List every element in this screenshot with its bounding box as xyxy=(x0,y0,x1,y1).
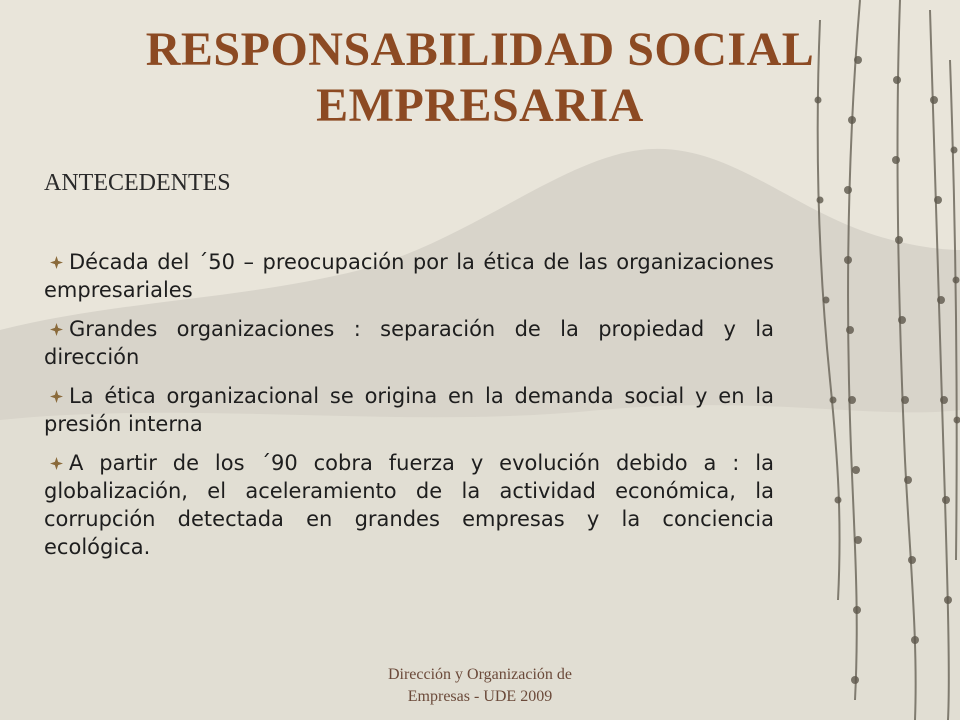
diamond-bullet-icon xyxy=(50,256,63,269)
diamond-bullet-icon xyxy=(50,457,63,470)
slide-title xyxy=(60,22,900,134)
list-item xyxy=(44,315,774,371)
list-item xyxy=(44,449,774,561)
bullet-text: Grandes organizaciones : separación de la propiedad y la dirección xyxy=(44,317,774,369)
bullet-text: A partir de los ´90 cobra fuerza y evolución debido a : la globalización, el aceleramiento de la actividad económica, la corrupción detectada en grandes empresas y la conciencia ecológica. xyxy=(44,451,774,559)
slide-footer xyxy=(340,664,620,708)
bullet-text: La ética organizacional se origina en la demanda social y en la presión interna xyxy=(44,384,774,436)
diamond-bullet-icon xyxy=(50,390,63,403)
section-subtitle: ANTECEDENTES xyxy=(44,170,231,196)
bullet-text: Década del ´50 – preocupación por la ética de las organizaciones empresariales xyxy=(44,250,774,302)
diamond-bullet-icon xyxy=(50,323,63,336)
footer-line-2: Empresas - UDE 2009 xyxy=(407,688,553,705)
title-line-1: RESPONSABILIDAD SOCIAL xyxy=(145,23,815,76)
title-line-2: EMPRESARIA xyxy=(316,79,644,132)
list-item xyxy=(44,248,774,304)
bullet-list xyxy=(44,248,774,572)
footer-line-1: Dirección y Organización de xyxy=(387,666,573,683)
list-item xyxy=(44,382,774,438)
